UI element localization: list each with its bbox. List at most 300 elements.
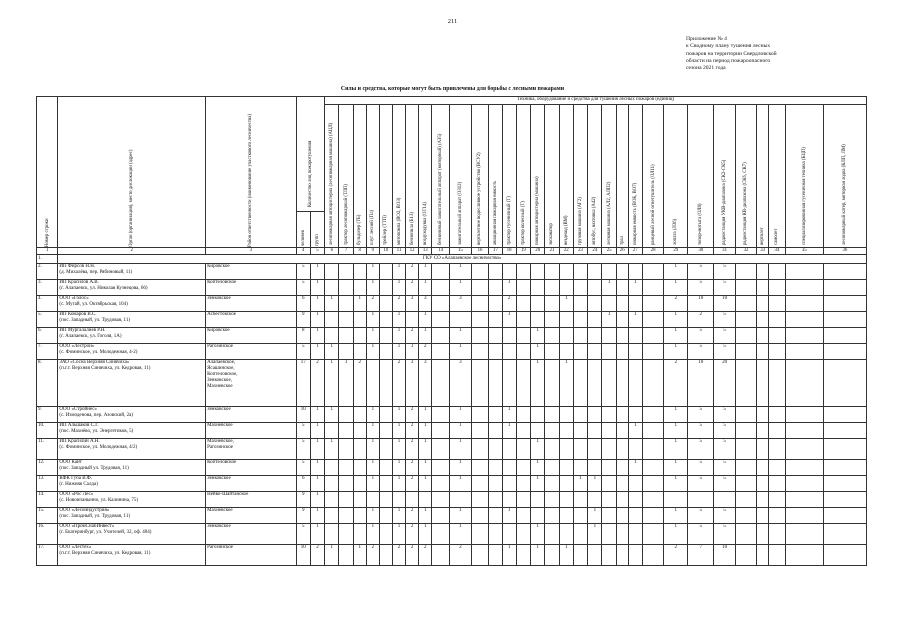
appendix-note bbox=[686, 36, 804, 72]
value-cell bbox=[545, 524, 559, 545]
value-cell bbox=[432, 344, 450, 360]
header-equipment-24-text: автобус, вахтовка (А42) bbox=[592, 196, 598, 245]
value-cell bbox=[628, 328, 642, 344]
header-equipment-19 bbox=[516, 105, 530, 248]
value-cell: 5 bbox=[296, 344, 310, 360]
value-cell bbox=[785, 508, 823, 524]
value-cell: 1 bbox=[325, 439, 339, 460]
organization-line: ООО «Лесоиндустрия» bbox=[59, 508, 110, 513]
value-cell bbox=[432, 407, 450, 423]
value-cell bbox=[471, 264, 489, 280]
value-cell bbox=[573, 360, 587, 407]
value-cell: 5 bbox=[714, 460, 735, 476]
value-cell bbox=[769, 312, 786, 328]
value-cell bbox=[489, 264, 502, 280]
value-cell: 6 bbox=[296, 296, 310, 312]
value-cell bbox=[823, 312, 866, 328]
value-cell bbox=[769, 328, 786, 344]
value-cell bbox=[642, 524, 663, 545]
value-cell: 1 bbox=[628, 280, 642, 296]
value-cell: 5 bbox=[688, 508, 714, 524]
value-cell bbox=[489, 360, 502, 407]
value-cell bbox=[573, 492, 587, 508]
header-equipment-28 bbox=[642, 105, 663, 248]
value-cell bbox=[573, 524, 587, 545]
value-cell bbox=[642, 296, 663, 312]
organization-line: (г. Алапаевск, ул. Гоголя, 1А) bbox=[59, 334, 122, 339]
value-cell bbox=[471, 328, 489, 344]
value-cell bbox=[379, 407, 392, 423]
organization-cell bbox=[58, 264, 206, 280]
value-cell: 2 bbox=[406, 508, 419, 524]
value-cell: 1 bbox=[353, 545, 366, 566]
value-cell: 1 bbox=[366, 508, 379, 524]
value-cell bbox=[642, 328, 663, 344]
value-cell bbox=[545, 423, 559, 439]
organization-line: ИП Красилин А.Н. bbox=[59, 439, 100, 444]
organization-line: (пос. Западный, ул. Трудовая, 11) bbox=[59, 318, 131, 323]
value-cell bbox=[545, 296, 559, 312]
value-cell bbox=[757, 423, 769, 439]
value-cell bbox=[516, 492, 530, 508]
value-cell bbox=[489, 280, 502, 296]
value-cell bbox=[379, 344, 392, 360]
value-cell bbox=[379, 423, 392, 439]
value-cell bbox=[379, 296, 392, 312]
value-cell bbox=[769, 407, 786, 423]
value-cell bbox=[325, 264, 339, 280]
value-cell bbox=[559, 280, 573, 296]
value-cell: 2 bbox=[406, 407, 419, 423]
value-cell: 1 bbox=[419, 264, 432, 280]
value-cell bbox=[735, 545, 756, 566]
column-number: 5 bbox=[310, 248, 324, 255]
value-cell bbox=[559, 492, 573, 508]
column-number: 9 bbox=[366, 248, 379, 255]
column-number: 16 bbox=[471, 248, 489, 255]
value-cell bbox=[379, 439, 392, 460]
value-cell bbox=[406, 312, 419, 328]
value-cell bbox=[392, 492, 405, 508]
value-cell bbox=[432, 492, 450, 508]
organization-cell bbox=[58, 476, 206, 492]
value-cell bbox=[757, 492, 769, 508]
value-cell bbox=[735, 476, 756, 492]
header-equipment-20 bbox=[531, 105, 545, 248]
value-cell: 1 bbox=[450, 423, 471, 439]
organization-line: ООО «Лестрои» bbox=[59, 344, 95, 349]
value-cell bbox=[432, 423, 450, 439]
value-cell bbox=[325, 524, 339, 545]
table-row bbox=[37, 312, 867, 328]
value-cell bbox=[757, 360, 769, 407]
header-equipment-9-text: плуг лесной (Пл) bbox=[370, 209, 376, 245]
value-cell bbox=[471, 439, 489, 460]
value-cell: 5 bbox=[688, 280, 714, 296]
value-cell: 1 bbox=[325, 545, 339, 566]
value-cell bbox=[516, 280, 530, 296]
value-cell bbox=[769, 360, 786, 407]
value-cell bbox=[769, 296, 786, 312]
value-cell: 3 bbox=[406, 360, 419, 407]
value-cell bbox=[353, 312, 366, 328]
district-line: Рагозинское bbox=[207, 445, 234, 450]
header-organization-text: Орган (организация), место дислокации (адрес) bbox=[129, 149, 135, 247]
header-equipment-28-text: ранцевый лесной огнетушитель (ОЛ11) bbox=[650, 164, 656, 245]
organization-cell bbox=[58, 296, 206, 312]
value-cell: 1 bbox=[502, 407, 516, 423]
value-cell bbox=[471, 476, 489, 492]
value-cell bbox=[353, 423, 366, 439]
value-cell bbox=[602, 423, 616, 439]
value-cell: 1 bbox=[588, 476, 602, 492]
value-cell: 2 bbox=[353, 360, 366, 407]
header-equipment-30-text: топор-мотыга (ОЛ8) bbox=[698, 203, 704, 245]
value-cell: 2 bbox=[310, 545, 324, 566]
value-cell: 1 bbox=[325, 296, 339, 312]
value-cell bbox=[432, 280, 450, 296]
value-cell: 2 bbox=[450, 545, 471, 566]
value-cell: 1 bbox=[573, 476, 587, 492]
value-cell: 1 bbox=[366, 524, 379, 545]
column-number: 22 bbox=[559, 248, 573, 255]
value-cell bbox=[823, 423, 866, 439]
value-cell bbox=[471, 312, 489, 328]
value-cell bbox=[616, 344, 628, 360]
value-cell bbox=[325, 460, 339, 476]
table-row bbox=[37, 280, 867, 296]
value-cell bbox=[588, 423, 602, 439]
value-cell bbox=[616, 476, 628, 492]
header-equipment-9 bbox=[366, 105, 379, 248]
value-cell bbox=[531, 423, 545, 439]
value-cell bbox=[588, 407, 602, 423]
value-cell: 1 bbox=[366, 328, 379, 344]
value-cell bbox=[559, 476, 573, 492]
header-equipment-12 bbox=[406, 105, 419, 248]
header-staff-groups-text: групп bbox=[314, 234, 320, 247]
value-cell: 1 bbox=[531, 360, 545, 407]
value-cell: 5 bbox=[688, 344, 714, 360]
value-cell bbox=[769, 545, 786, 566]
value-cell bbox=[432, 460, 450, 476]
value-cell bbox=[432, 312, 450, 328]
value-cell bbox=[823, 492, 866, 508]
value-cell: 1 bbox=[392, 407, 405, 423]
value-cell bbox=[628, 492, 642, 508]
column-number: 18 bbox=[502, 248, 516, 255]
value-cell bbox=[573, 344, 587, 360]
value-cell: 1 bbox=[588, 508, 602, 524]
table-row bbox=[37, 524, 867, 545]
value-cell: 1 bbox=[310, 423, 324, 439]
value-cell: 2 bbox=[406, 328, 419, 344]
value-cell bbox=[769, 524, 786, 545]
value-cell: 1 bbox=[588, 524, 602, 545]
header-equipment-8 bbox=[353, 105, 366, 248]
value-cell: 1 bbox=[419, 407, 432, 423]
value-cell: 2 bbox=[688, 312, 714, 328]
header-equipment-19-text: трактор колесный (Т) bbox=[520, 201, 526, 245]
value-cell bbox=[757, 508, 769, 524]
district-line: Махневское bbox=[207, 508, 233, 513]
value-cell: 1 bbox=[664, 328, 688, 344]
value-cell bbox=[642, 508, 663, 524]
value-cell bbox=[325, 508, 339, 524]
value-cell bbox=[757, 328, 769, 344]
header-equipment-35 bbox=[785, 105, 823, 248]
value-cell bbox=[339, 328, 353, 344]
header-staff-people bbox=[296, 212, 310, 248]
organization-cell bbox=[58, 460, 206, 476]
table-row bbox=[37, 492, 867, 508]
value-cell: 1 bbox=[392, 264, 405, 280]
header-equipment-33 bbox=[757, 105, 769, 248]
column-number: 31 bbox=[714, 248, 735, 255]
district-line: Махневское, bbox=[207, 439, 234, 444]
row-number: 7. bbox=[37, 344, 58, 360]
value-cell bbox=[642, 360, 663, 407]
value-cell bbox=[642, 423, 663, 439]
value-cell: 1 bbox=[450, 328, 471, 344]
value-cell bbox=[325, 423, 339, 439]
value-cell bbox=[602, 508, 616, 524]
value-cell bbox=[516, 296, 530, 312]
header-equipment-25-text: легковая машина (АЛ2, АЛП2) bbox=[606, 181, 612, 245]
value-cell: 1 bbox=[419, 439, 432, 460]
value-cell bbox=[339, 296, 353, 312]
header-equipment-34 bbox=[769, 105, 786, 248]
organization-line: ООО «Рос Лес» bbox=[59, 492, 94, 497]
value-cell bbox=[339, 524, 353, 545]
value-cell bbox=[502, 476, 516, 492]
value-cell bbox=[588, 344, 602, 360]
value-cell bbox=[628, 296, 642, 312]
value-cell: 5 bbox=[714, 344, 735, 360]
value-cell bbox=[531, 407, 545, 423]
header-equipment-group: Техника, оборудование и средства для тушения лесных пожаров (единиц) bbox=[325, 97, 867, 105]
value-cell: 5 bbox=[296, 460, 310, 476]
value-cell: 1 bbox=[664, 344, 688, 360]
header-equipment-29-text: лопата (Л36) bbox=[673, 218, 679, 245]
organization-line: ИП Комаров В.С. bbox=[59, 312, 97, 317]
value-cell: 1 bbox=[602, 312, 616, 328]
value-cell bbox=[785, 407, 823, 423]
organization-line: (п.г.т. Верхняя Синячиха, ул. Кедровая, 11) bbox=[59, 551, 151, 556]
value-cell: 10 bbox=[296, 407, 310, 423]
header-equipment-14 bbox=[432, 105, 450, 248]
value-cell bbox=[823, 280, 866, 296]
value-cell bbox=[353, 328, 366, 344]
column-number: 30 bbox=[688, 248, 714, 255]
row-number: 3. bbox=[37, 280, 58, 296]
value-cell: 1 bbox=[531, 328, 545, 344]
value-cell: 1 bbox=[419, 312, 432, 328]
value-cell: 5 bbox=[688, 423, 714, 439]
value-cell bbox=[489, 312, 502, 328]
column-number: 11 bbox=[392, 248, 405, 255]
row-number: 5. bbox=[37, 312, 58, 328]
value-cell bbox=[489, 439, 502, 460]
column-number: 20 bbox=[531, 248, 545, 255]
value-cell bbox=[616, 460, 628, 476]
district-line: Зенковское, bbox=[207, 378, 232, 383]
value-cell bbox=[366, 492, 379, 508]
value-cell: 1 bbox=[366, 439, 379, 460]
value-cell bbox=[432, 296, 450, 312]
header-equipment-13-text: воздуходувка (ОТ14) bbox=[422, 202, 428, 245]
organization-cell bbox=[58, 407, 206, 423]
value-cell bbox=[339, 460, 353, 476]
value-cell: 1 bbox=[502, 280, 516, 296]
header-equipment-7 bbox=[339, 105, 353, 248]
value-cell bbox=[353, 492, 366, 508]
value-cell: 1 bbox=[310, 264, 324, 280]
value-cell bbox=[489, 476, 502, 492]
value-cell: 1 bbox=[502, 423, 516, 439]
row-number: 10. bbox=[37, 423, 58, 439]
value-cell: 1 bbox=[310, 280, 324, 296]
value-cell: 2 bbox=[664, 360, 688, 407]
value-cell: 1 bbox=[353, 296, 366, 312]
value-cell bbox=[628, 264, 642, 280]
value-cell: 1 bbox=[310, 328, 324, 344]
value-cell: 1 bbox=[310, 508, 324, 524]
value-cell bbox=[559, 508, 573, 524]
header-equipment-27-text: пожарная емкость (ВОБ, ВО7) bbox=[632, 182, 638, 245]
district-line: Асбестовское bbox=[207, 312, 237, 317]
value-cell bbox=[471, 508, 489, 524]
value-cell bbox=[502, 460, 516, 476]
value-cell bbox=[516, 423, 530, 439]
district-line: Нейво-Шайтанское bbox=[207, 492, 249, 497]
column-number: 3 bbox=[206, 248, 297, 255]
value-cell: 1 bbox=[664, 524, 688, 545]
header-equipment-24 bbox=[588, 105, 602, 248]
value-cell bbox=[325, 328, 339, 344]
value-cell bbox=[735, 423, 756, 439]
value-cell bbox=[735, 280, 756, 296]
value-cell: 1 bbox=[531, 439, 545, 460]
value-cell bbox=[471, 344, 489, 360]
value-cell: 1 bbox=[450, 439, 471, 460]
value-cell bbox=[602, 524, 616, 545]
value-cell bbox=[471, 423, 489, 439]
district-line: Рагозинское bbox=[207, 344, 234, 349]
value-cell bbox=[545, 407, 559, 423]
value-cell: 1 bbox=[366, 476, 379, 492]
value-cell bbox=[471, 492, 489, 508]
value-cell bbox=[545, 460, 559, 476]
value-cell bbox=[688, 492, 714, 508]
value-cell bbox=[406, 492, 419, 508]
district-line: Коптеловское bbox=[207, 280, 237, 285]
value-cell: 1 bbox=[559, 545, 573, 566]
value-cell: 1 bbox=[559, 296, 573, 312]
value-cell: 1 bbox=[664, 264, 688, 280]
value-cell: 2 bbox=[406, 460, 419, 476]
value-cell bbox=[823, 344, 866, 360]
value-cell bbox=[628, 360, 642, 407]
column-number: 6 bbox=[325, 248, 339, 255]
value-cell: 1 bbox=[531, 524, 545, 545]
value-cell: 1 bbox=[419, 280, 432, 296]
value-cell bbox=[471, 407, 489, 423]
value-cell: 9 bbox=[296, 508, 310, 524]
value-cell bbox=[769, 460, 786, 476]
value-cell: 2 bbox=[366, 545, 379, 566]
value-cell bbox=[559, 423, 573, 439]
value-cell bbox=[559, 407, 573, 423]
organization-line: ООО Кант bbox=[59, 460, 82, 465]
value-cell bbox=[785, 360, 823, 407]
value-cell bbox=[735, 360, 756, 407]
value-cell bbox=[757, 439, 769, 460]
value-cell: 1 bbox=[664, 280, 688, 296]
value-cell: 5 bbox=[714, 280, 735, 296]
value-cell bbox=[489, 328, 502, 344]
value-cell bbox=[502, 328, 516, 344]
header-equipment-15-text: зажигательный аппарат (ОЗ12) bbox=[457, 181, 463, 245]
value-cell: 10 bbox=[714, 545, 735, 566]
section-title: ГКУ СО «Алапаевское лесничество» bbox=[58, 255, 867, 264]
value-cell bbox=[353, 407, 366, 423]
column-number: 34 bbox=[769, 248, 786, 255]
value-cell bbox=[785, 423, 823, 439]
value-cell: 2 bbox=[392, 296, 405, 312]
value-cell: 5 bbox=[688, 460, 714, 476]
value-cell: 1 bbox=[450, 508, 471, 524]
district-cell bbox=[206, 545, 297, 566]
value-cell bbox=[471, 460, 489, 476]
value-cell: 1 bbox=[450, 476, 471, 492]
value-cell bbox=[531, 280, 545, 296]
value-cell bbox=[432, 545, 450, 566]
value-cell bbox=[616, 492, 628, 508]
header-equipment-22-text: вездеход (ВМ) bbox=[563, 215, 569, 245]
value-cell bbox=[735, 460, 756, 476]
header-equipment-23 bbox=[573, 105, 587, 248]
column-number: 13 bbox=[419, 248, 432, 255]
value-cell bbox=[379, 280, 392, 296]
header-equipment-21-text: экскаватор bbox=[549, 223, 555, 245]
value-cell: 2 bbox=[310, 360, 324, 407]
value-cell: 1 bbox=[392, 439, 405, 460]
header-equipment-30 bbox=[688, 105, 714, 248]
value-cell bbox=[823, 407, 866, 423]
value-cell bbox=[353, 524, 366, 545]
value-cell: 1 bbox=[502, 312, 516, 328]
value-cell: 1 bbox=[310, 460, 324, 476]
value-cell bbox=[757, 264, 769, 280]
value-cell: 1 bbox=[392, 524, 405, 545]
column-number: 10 bbox=[379, 248, 392, 255]
value-cell bbox=[735, 492, 756, 508]
value-cell: 1 bbox=[664, 460, 688, 476]
column-number: 35 bbox=[785, 248, 823, 255]
value-cell bbox=[616, 524, 628, 545]
header-equipment-23-text: грузовая машина (АГ2) bbox=[578, 197, 584, 245]
value-cell bbox=[616, 423, 628, 439]
value-cell bbox=[325, 476, 339, 492]
header-staff-groups bbox=[310, 212, 324, 248]
value-cell bbox=[353, 460, 366, 476]
header-row-number-text: Номер строки bbox=[44, 218, 50, 247]
appendix-line: Приложение № 4 bbox=[686, 36, 727, 42]
value-cell bbox=[432, 439, 450, 460]
value-cell bbox=[339, 508, 353, 524]
value-cell bbox=[735, 328, 756, 344]
